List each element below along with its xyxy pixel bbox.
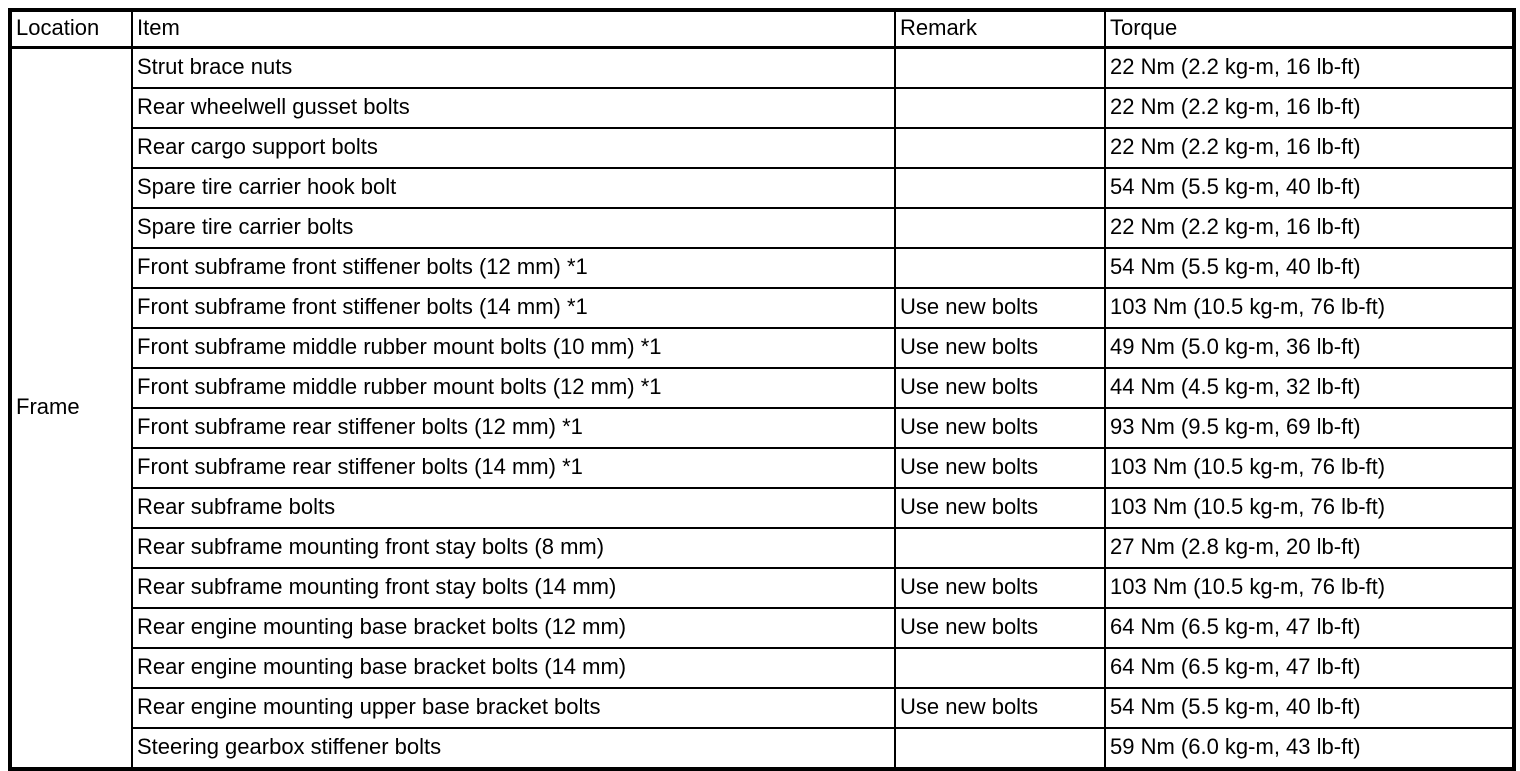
remark-cell: Use new bolts	[895, 568, 1105, 608]
item-cell: Front subframe rear stiffener bolts (14 mm) *1	[132, 448, 895, 488]
torque-cell: 103 Nm (10.5 kg-m, 76 lb-ft)	[1105, 448, 1514, 488]
remark-cell: Use new bolts	[895, 608, 1105, 648]
torque-cell: 22 Nm (2.2 kg-m, 16 lb-ft)	[1105, 128, 1514, 168]
remark-cell: Use new bolts	[895, 448, 1105, 488]
table-row	[10, 208, 1514, 248]
table-row	[10, 368, 1514, 408]
table-row	[10, 88, 1514, 128]
item-cell: Front subframe front stiffener bolts (12 mm) *1	[132, 248, 895, 288]
remark-cell	[895, 248, 1105, 288]
remark-cell: Use new bolts	[895, 288, 1105, 328]
item-cell: Front subframe front stiffener bolts (14 mm) *1	[132, 288, 895, 328]
table-row	[10, 128, 1514, 168]
item-cell: Spare tire carrier bolts	[132, 208, 895, 248]
remark-cell: Use new bolts	[895, 688, 1105, 728]
remark-cell: Use new bolts	[895, 488, 1105, 528]
table-row	[10, 568, 1514, 608]
torque-cell: 103 Nm (10.5 kg-m, 76 lb-ft)	[1105, 488, 1514, 528]
remark-cell	[895, 128, 1105, 168]
remark-cell	[895, 528, 1105, 568]
table-row	[10, 528, 1514, 568]
column-header-location: Location	[10, 10, 132, 48]
torque-cell: 64 Nm (6.5 kg-m, 47 lb-ft)	[1105, 608, 1514, 648]
table-row	[10, 248, 1514, 288]
table-row	[10, 168, 1514, 208]
table-row	[10, 608, 1514, 648]
item-cell: Rear subframe bolts	[132, 488, 895, 528]
item-cell: Rear engine mounting upper base bracket bolts	[132, 688, 895, 728]
item-cell: Rear subframe mounting front stay bolts (14 mm)	[132, 568, 895, 608]
remark-cell	[895, 648, 1105, 688]
remark-cell: Use new bolts	[895, 368, 1105, 408]
remark-cell	[895, 728, 1105, 769]
torque-cell: 54 Nm (5.5 kg-m, 40 lb-ft)	[1105, 688, 1514, 728]
remark-cell: Use new bolts	[895, 328, 1105, 368]
remark-cell	[895, 48, 1105, 89]
item-cell: Spare tire carrier hook bolt	[132, 168, 895, 208]
torque-cell: 49 Nm (5.0 kg-m, 36 lb-ft)	[1105, 328, 1514, 368]
torque-cell: 103 Nm (10.5 kg-m, 76 lb-ft)	[1105, 288, 1514, 328]
item-cell: Rear engine mounting base bracket bolts (14 mm)	[132, 648, 895, 688]
table-row	[10, 648, 1514, 688]
column-header-remark: Remark	[895, 10, 1105, 48]
torque-cell: 103 Nm (10.5 kg-m, 76 lb-ft)	[1105, 568, 1514, 608]
table-row	[10, 328, 1514, 368]
table-row	[10, 488, 1514, 528]
item-cell: Rear cargo support bolts	[132, 128, 895, 168]
remark-cell	[895, 168, 1105, 208]
location-group-cell: Frame	[10, 48, 132, 770]
torque-cell: 93 Nm (9.5 kg-m, 69 lb-ft)	[1105, 408, 1514, 448]
table-row	[10, 728, 1514, 769]
torque-cell: 44 Nm (4.5 kg-m, 32 lb-ft)	[1105, 368, 1514, 408]
item-cell: Steering gearbox stiffener bolts	[132, 728, 895, 769]
table-row	[10, 408, 1514, 448]
remark-cell	[895, 208, 1105, 248]
torque-cell: 22 Nm (2.2 kg-m, 16 lb-ft)	[1105, 208, 1514, 248]
item-cell: Front subframe middle rubber mount bolts (12 mm) *1	[132, 368, 895, 408]
torque-cell: 54 Nm (5.5 kg-m, 40 lb-ft)	[1105, 248, 1514, 288]
torque-cell: 64 Nm (6.5 kg-m, 47 lb-ft)	[1105, 648, 1514, 688]
column-header-torque: Torque	[1105, 10, 1514, 48]
table-row	[10, 48, 1514, 89]
table-row	[10, 448, 1514, 488]
item-cell: Strut brace nuts	[132, 48, 895, 89]
column-header-item: Item	[132, 10, 895, 48]
item-cell: Rear engine mounting base bracket bolts (12 mm)	[132, 608, 895, 648]
torque-table-container	[8, 8, 1516, 771]
table-body	[10, 48, 1514, 770]
table-row	[10, 688, 1514, 728]
item-cell: Rear subframe mounting front stay bolts (8 mm)	[132, 528, 895, 568]
remark-cell	[895, 88, 1105, 128]
torque-cell: 22 Nm (2.2 kg-m, 16 lb-ft)	[1105, 48, 1514, 89]
torque-cell: 27 Nm (2.8 kg-m, 20 lb-ft)	[1105, 528, 1514, 568]
item-cell: Front subframe middle rubber mount bolts (10 mm) *1	[132, 328, 895, 368]
torque-spec-table	[8, 8, 1516, 771]
item-cell: Rear wheelwell gusset bolts	[132, 88, 895, 128]
torque-cell: 54 Nm (5.5 kg-m, 40 lb-ft)	[1105, 168, 1514, 208]
remark-cell: Use new bolts	[895, 408, 1105, 448]
torque-cell: 22 Nm (2.2 kg-m, 16 lb-ft)	[1105, 88, 1514, 128]
header-row	[10, 10, 1514, 48]
item-cell: Front subframe rear stiffener bolts (12 mm) *1	[132, 408, 895, 448]
torque-cell: 59 Nm (6.0 kg-m, 43 lb-ft)	[1105, 728, 1514, 769]
table-row	[10, 288, 1514, 328]
